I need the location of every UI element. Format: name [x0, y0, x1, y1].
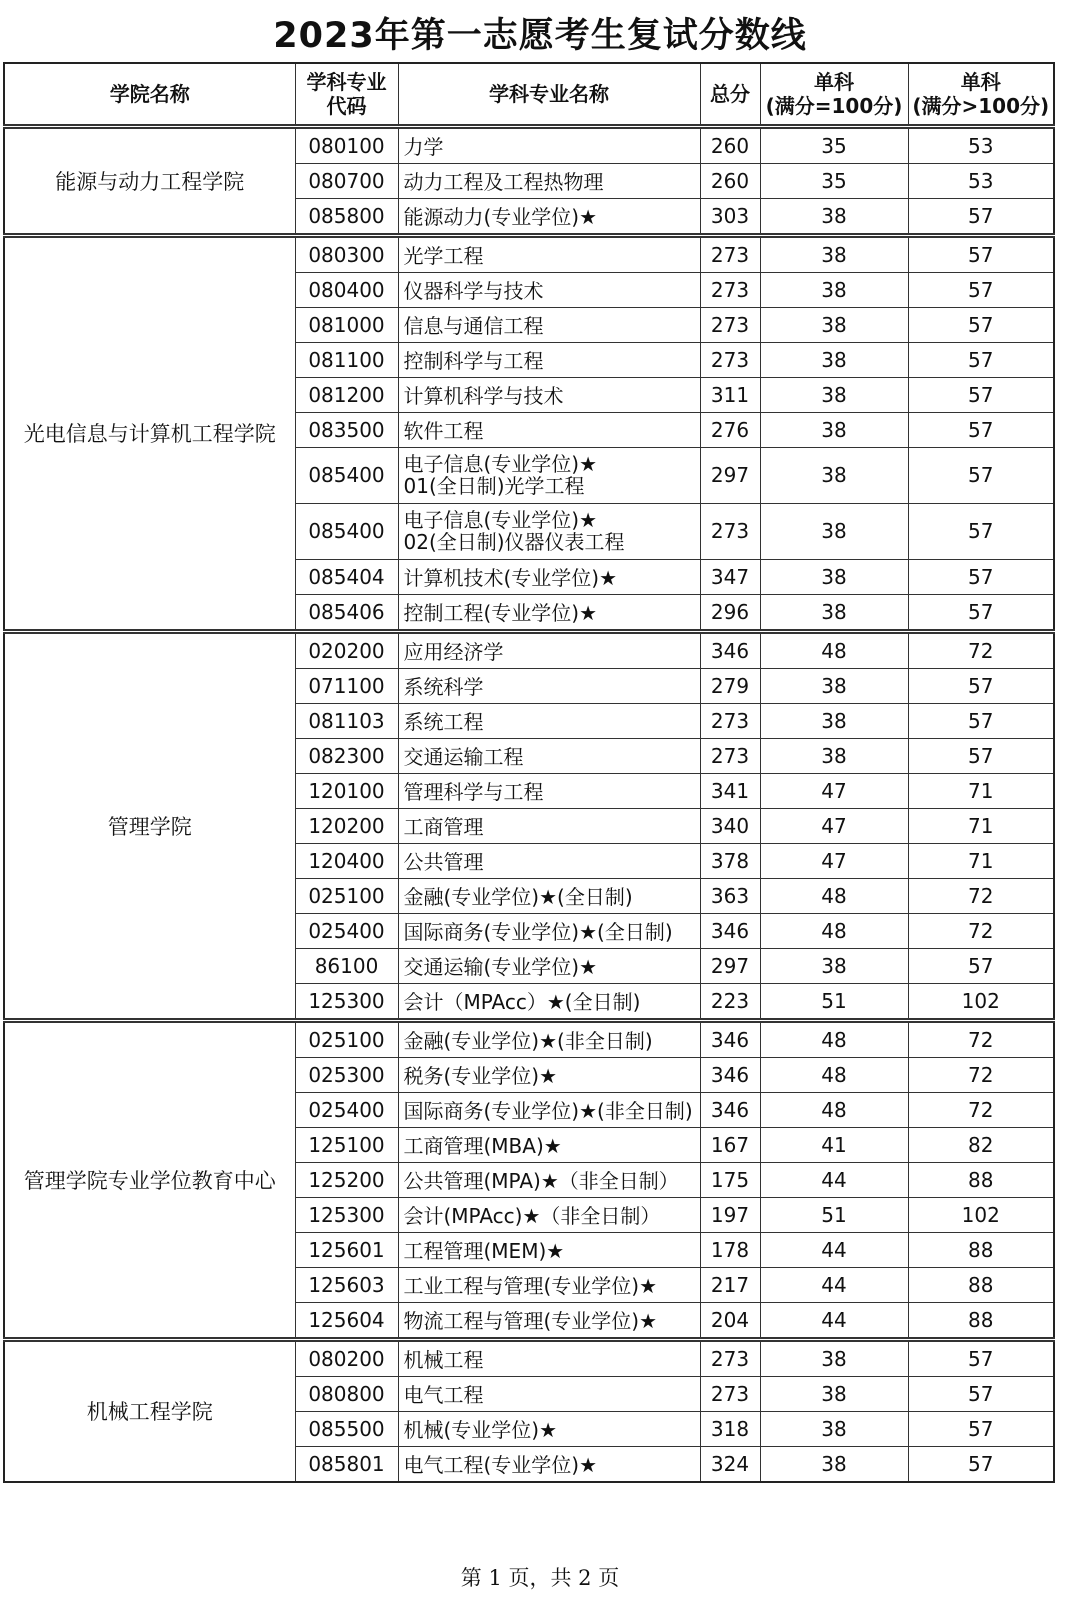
single-over-100-cell: 88: [908, 1267, 1054, 1302]
total-score-cell: 273: [700, 1339, 760, 1376]
single-over-100-cell: 57: [908, 377, 1054, 412]
major-name-cell: 能源动力(专业学位)★: [398, 198, 700, 235]
major-name-cell: 公共管理: [398, 843, 700, 878]
single-over-100-cell: 57: [908, 948, 1054, 983]
total-score-cell: 273: [700, 738, 760, 773]
total-score-cell: 273: [700, 307, 760, 342]
single-100-cell: 38: [760, 272, 908, 307]
single-100-cell: 48: [760, 1092, 908, 1127]
major-name-line1: 电子信息(专业学位)★: [403, 508, 598, 532]
single-100-cell: 48: [760, 1020, 908, 1057]
major-name-line2: 02(全日制)仪器仪表工程: [403, 530, 625, 554]
major-name-cell: 物流工程与管理(专业学位)★: [398, 1302, 700, 1339]
major-name-cell: 金融(专业学位)★(全日制): [398, 878, 700, 913]
single-over-100-cell: 53: [908, 126, 1054, 163]
college-cell: 管理学院: [4, 631, 295, 1020]
single-100-cell: 48: [760, 878, 908, 913]
major-name-cell: 工商管理: [398, 808, 700, 843]
code-cell: 125100: [295, 1127, 398, 1162]
total-score-cell: 273: [700, 703, 760, 738]
single-100-cell: 47: [760, 843, 908, 878]
major-name-cell: 计算机科学与技术: [398, 377, 700, 412]
major-name-cell: 交通运输工程: [398, 738, 700, 773]
single-100-cell: 38: [760, 235, 908, 272]
major-name-cell: 软件工程: [398, 412, 700, 447]
major-name-cell: 会计(MPAcc)★（非全日制）: [398, 1197, 700, 1232]
single-over-100-cell: 57: [908, 594, 1054, 631]
code-cell: 085406: [295, 594, 398, 631]
total-score-cell: 324: [700, 1446, 760, 1482]
major-name-cell: 应用经济学: [398, 631, 700, 668]
single-100-cell: 38: [760, 668, 908, 703]
code-cell: 081200: [295, 377, 398, 412]
single-over-100-cell: 57: [908, 412, 1054, 447]
code-cell: 86100: [295, 948, 398, 983]
single-over-100-cell: 57: [908, 342, 1054, 377]
header-code-line2: 代码: [326, 93, 367, 118]
single-over-100-cell: 88: [908, 1162, 1054, 1197]
major-name-cell: 交通运输(专业学位)★: [398, 948, 700, 983]
total-score-cell: 273: [700, 503, 760, 559]
total-score-cell: 340: [700, 808, 760, 843]
single-over-100-cell: 57: [908, 703, 1054, 738]
code-cell: 080100: [295, 126, 398, 163]
total-score-cell: 223: [700, 983, 760, 1020]
major-name-cell: [398, 447, 700, 503]
single-100-cell: 38: [760, 1339, 908, 1376]
single-over-100-cell: 72: [908, 913, 1054, 948]
single-100-cell: 38: [760, 559, 908, 594]
code-cell: 085800: [295, 198, 398, 235]
header-single-over-100: [908, 63, 1054, 126]
total-score-cell: 341: [700, 773, 760, 808]
total-score-cell: 204: [700, 1302, 760, 1339]
major-name-cell: 电气工程(专业学位)★: [398, 1446, 700, 1482]
major-name-cell: 力学: [398, 126, 700, 163]
single-over-100-cell: 88: [908, 1232, 1054, 1267]
major-name-cell: 控制工程(专业学位)★: [398, 594, 700, 631]
table-header-row: [4, 63, 1054, 126]
single-over-100-cell: 57: [908, 503, 1054, 559]
header-code-line1: 学科专业: [306, 69, 387, 94]
single-over-100-cell: 57: [908, 1446, 1054, 1482]
code-cell: 071100: [295, 668, 398, 703]
single-100-cell: 44: [760, 1162, 908, 1197]
single-100-cell: 38: [760, 412, 908, 447]
total-score-cell: 276: [700, 412, 760, 447]
single-over-100-cell: 57: [908, 1411, 1054, 1446]
total-score-cell: 346: [700, 1057, 760, 1092]
page-title: 2023年第一志愿考生复试分数线: [273, 16, 807, 56]
total-score-cell: 346: [700, 913, 760, 948]
total-score-cell: 167: [700, 1127, 760, 1162]
total-score-cell: 217: [700, 1267, 760, 1302]
single-100-cell: 44: [760, 1302, 908, 1339]
single-over-100-cell: 72: [908, 1020, 1054, 1057]
code-cell: 125200: [295, 1162, 398, 1197]
code-cell: 025100: [295, 1020, 398, 1057]
total-score-cell: 346: [700, 1020, 760, 1057]
single-over-100-cell: 102: [908, 983, 1054, 1020]
major-name-cell: 电气工程: [398, 1376, 700, 1411]
single-100-cell: 35: [760, 126, 908, 163]
code-cell: 080200: [295, 1339, 398, 1376]
code-cell: 085801: [295, 1446, 398, 1482]
single-100-cell: 38: [760, 948, 908, 983]
code-cell: 080700: [295, 163, 398, 198]
major-name-cell: [398, 503, 700, 559]
header-single-100-line2: (满分=100分): [765, 93, 903, 118]
single-100-cell: 47: [760, 808, 908, 843]
single-over-100-cell: 53: [908, 163, 1054, 198]
code-cell: 081103: [295, 703, 398, 738]
code-cell: 125603: [295, 1267, 398, 1302]
single-over-100-cell: 57: [908, 559, 1054, 594]
major-name-cell: 动力工程及工程热物理: [398, 163, 700, 198]
page-footer: 第 1 页，共 2 页: [460, 1566, 620, 1590]
total-score-cell: 311: [700, 377, 760, 412]
major-name-cell: 工程管理(MEM)★: [398, 1232, 700, 1267]
single-100-cell: 47: [760, 773, 908, 808]
single-100-cell: 38: [760, 1376, 908, 1411]
code-cell: 025300: [295, 1057, 398, 1092]
single-over-100-cell: 71: [908, 808, 1054, 843]
table-row: [4, 1339, 1054, 1376]
single-over-100-cell: 57: [908, 198, 1054, 235]
single-over-100-cell: 57: [908, 307, 1054, 342]
total-score-cell: 346: [700, 631, 760, 668]
total-score-cell: 273: [700, 235, 760, 272]
header-college: 学院名称: [4, 63, 295, 126]
single-over-100-cell: 72: [908, 631, 1054, 668]
single-100-cell: 44: [760, 1267, 908, 1302]
major-name-cell: 国际商务(专业学位)★(非全日制): [398, 1092, 700, 1127]
code-cell: 025400: [295, 1092, 398, 1127]
major-name-line2: 01(全日制)光学工程: [403, 474, 585, 498]
total-score-cell: 303: [700, 198, 760, 235]
major-name-cell: 光学工程: [398, 235, 700, 272]
major-name-cell: 工商管理(MBA)★: [398, 1127, 700, 1162]
single-100-cell: 38: [760, 377, 908, 412]
total-score-cell: 318: [700, 1411, 760, 1446]
single-100-cell: 51: [760, 983, 908, 1020]
total-score-cell: 279: [700, 668, 760, 703]
major-name-cell: 控制科学与工程: [398, 342, 700, 377]
single-100-cell: 38: [760, 703, 908, 738]
table-row: [4, 126, 1054, 163]
code-cell: 125300: [295, 983, 398, 1020]
major-name-line1: 电子信息(专业学位)★: [403, 452, 598, 476]
single-over-100-cell: 72: [908, 1092, 1054, 1127]
total-score-cell: 297: [700, 948, 760, 983]
single-100-cell: 48: [760, 913, 908, 948]
code-cell: 020200: [295, 631, 398, 668]
header-single-over-100-line1: 单科: [960, 69, 1001, 94]
total-score-cell: 346: [700, 1092, 760, 1127]
total-score-cell: 175: [700, 1162, 760, 1197]
code-cell: 080400: [295, 272, 398, 307]
header-code: [295, 63, 398, 126]
total-score-cell: 347: [700, 559, 760, 594]
single-100-cell: 48: [760, 631, 908, 668]
single-over-100-cell: 57: [908, 738, 1054, 773]
major-name-cell: 仪器科学与技术: [398, 272, 700, 307]
code-cell: 085400: [295, 503, 398, 559]
major-name-cell: 信息与通信工程: [398, 307, 700, 342]
single-100-cell: 38: [760, 503, 908, 559]
total-score-cell: 178: [700, 1232, 760, 1267]
code-cell: 085500: [295, 1411, 398, 1446]
single-over-100-cell: 72: [908, 878, 1054, 913]
major-name-cell: 公共管理(MPA)★（非全日制）: [398, 1162, 700, 1197]
total-score-cell: 378: [700, 843, 760, 878]
single-over-100-cell: 57: [908, 272, 1054, 307]
table-row: [4, 235, 1054, 272]
major-name-cell: 机械(专业学位)★: [398, 1411, 700, 1446]
table-body: [4, 126, 1054, 1482]
single-over-100-cell: 71: [908, 773, 1054, 808]
single-100-cell: 48: [760, 1057, 908, 1092]
single-100-cell: 51: [760, 1197, 908, 1232]
single-over-100-cell: 57: [908, 1339, 1054, 1376]
major-name-cell: 国际商务(专业学位)★(全日制): [398, 913, 700, 948]
major-name-cell: 金融(专业学位)★(非全日制): [398, 1020, 700, 1057]
single-100-cell: 38: [760, 342, 908, 377]
code-cell: 025100: [295, 878, 398, 913]
single-over-100-cell: 82: [908, 1127, 1054, 1162]
code-cell: 125604: [295, 1302, 398, 1339]
code-cell: 080800: [295, 1376, 398, 1411]
total-score-cell: 363: [700, 878, 760, 913]
college-cell: 管理学院专业学位教育中心: [4, 1020, 295, 1339]
code-cell: 125601: [295, 1232, 398, 1267]
header-total: 总分: [700, 63, 760, 126]
code-cell: 120200: [295, 808, 398, 843]
single-100-cell: 44: [760, 1232, 908, 1267]
major-name-cell: 会计（MPAcc）★(全日制): [398, 983, 700, 1020]
single-over-100-cell: 57: [908, 447, 1054, 503]
total-score-cell: 273: [700, 1376, 760, 1411]
single-100-cell: 38: [760, 738, 908, 773]
single-over-100-cell: 88: [908, 1302, 1054, 1339]
major-name-cell: 税务(专业学位)★: [398, 1057, 700, 1092]
single-100-cell: 41: [760, 1127, 908, 1162]
code-cell: 082300: [295, 738, 398, 773]
score-table: [3, 62, 1055, 1483]
single-100-cell: 38: [760, 447, 908, 503]
code-cell: 081100: [295, 342, 398, 377]
code-cell: 025400: [295, 913, 398, 948]
total-score-cell: 273: [700, 272, 760, 307]
single-over-100-cell: 57: [908, 668, 1054, 703]
single-over-100-cell: 57: [908, 1376, 1054, 1411]
header-single-over-100-line2: (满分>100分): [912, 93, 1050, 118]
college-cell: 光电信息与计算机工程学院: [4, 235, 295, 631]
single-over-100-cell: 72: [908, 1057, 1054, 1092]
code-cell: 125300: [295, 1197, 398, 1232]
total-score-cell: 197: [700, 1197, 760, 1232]
total-score-cell: 296: [700, 594, 760, 631]
major-name-cell: 系统科学: [398, 668, 700, 703]
code-cell: 080300: [295, 235, 398, 272]
major-name-cell: 系统工程: [398, 703, 700, 738]
code-cell: 120100: [295, 773, 398, 808]
single-100-cell: 35: [760, 163, 908, 198]
total-score-cell: 273: [700, 342, 760, 377]
major-name-cell: 计算机技术(专业学位)★: [398, 559, 700, 594]
college-cell: 机械工程学院: [4, 1339, 295, 1482]
college-cell: 能源与动力工程学院: [4, 126, 295, 235]
code-cell: 081000: [295, 307, 398, 342]
major-name-cell: 机械工程: [398, 1339, 700, 1376]
code-cell: 083500: [295, 412, 398, 447]
code-cell: 120400: [295, 843, 398, 878]
header-name: 学科专业名称: [398, 63, 700, 126]
single-over-100-cell: 71: [908, 843, 1054, 878]
single-100-cell: 38: [760, 307, 908, 342]
single-over-100-cell: 102: [908, 1197, 1054, 1232]
single-100-cell: 38: [760, 1411, 908, 1446]
total-score-cell: 260: [700, 163, 760, 198]
table-row: [4, 1020, 1054, 1057]
total-score-cell: 297: [700, 447, 760, 503]
single-100-cell: 38: [760, 594, 908, 631]
total-score-cell: 260: [700, 126, 760, 163]
single-100-cell: 38: [760, 198, 908, 235]
code-cell: 085404: [295, 559, 398, 594]
table-row: [4, 631, 1054, 668]
major-name-cell: 工业工程与管理(专业学位)★: [398, 1267, 700, 1302]
single-100-cell: 38: [760, 1446, 908, 1482]
header-single-100-line1: 单科: [814, 69, 854, 94]
single-over-100-cell: 57: [908, 235, 1054, 272]
major-name-cell: 管理科学与工程: [398, 773, 700, 808]
code-cell: 085400: [295, 447, 398, 503]
header-single-100: [760, 63, 908, 126]
